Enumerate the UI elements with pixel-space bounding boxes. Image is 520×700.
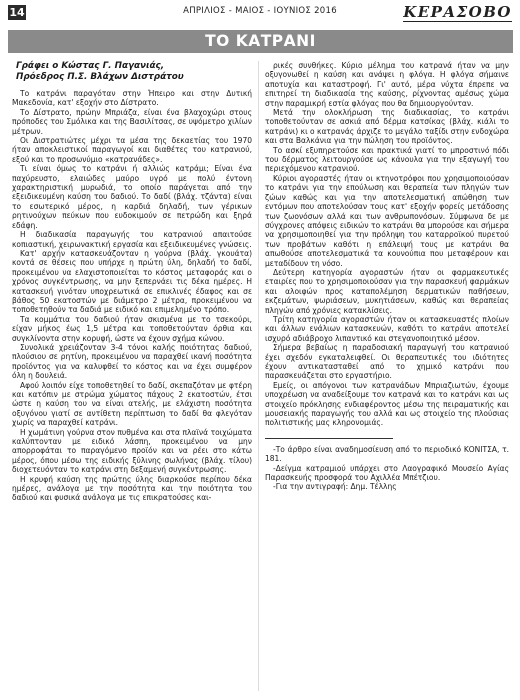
- left-paragraphs: [12, 89, 252, 503]
- column-divider: [258, 61, 259, 691]
- author-byline: [12, 61, 252, 83]
- footnotes: [265, 445, 509, 492]
- paragraph: Το ασκί εξυπηρετούσε και πρακτικά γιατί το μπροστινό πόδι του δέρματος λειτουργούσε ως κάνουλα για την εξαγωγή του περιεχόμενου κατρανιού.: [265, 145, 509, 174]
- paragraph: Μετά την ολοκλήρωση της διαδικασίας, το κατράνι τοποθετούνταν σε ασκιά από δέρμα κατσίκας (βλάχ. κιάλι το κατράνι) κι ο κατρανάς άρχιζε το μεγάλο ταξίδι στην ενδοχώρα και στα Βαλκάνια για την πώληση του προϊόντος.: [265, 108, 509, 146]
- paragraph: Κύριοι αγοραστές ήταν οι κτηνοτρόφοι που χρησιμοποιούσαν το κατράνι για την επούλωση και θεραπεία των πληγών των ζώων καθώς και για την αποτελεσματική απώθηση των εντόμων που αποτελούσαν τους κατ' εξοχήν φορείς μετάδοσης των ζωονόσων αλλά και των ανθρωπονόσων. Σύμφωνα δε με σύγχρονες απόψεις ειδικών το κατράνι θα μπορούσε και σήμερα να χρησιμοποιηθεί για την πρόληψη του καταρροϊκού πυρετού των προβάτων καθότι η επάλειψή τους με κατράνι θα απωθούσε αποτελεσματικά τα κουνούπια που μεταφέρουν και μεταδίδουν τη νόσο.: [265, 173, 509, 268]
- page-number: 14: [9, 6, 25, 19]
- author-role: Πρόεδρος Π.Σ. Βλάχων Διστράτου: [16, 72, 184, 82]
- paragraph: Οι Διστρατιώτες μέχρι τα μέσα της δεκαετίας του 1970 ήταν αποκλειστικοί παραγωγοί και διαθέτες του κατρανιού, εξού και το προσωνύμιο «κατρανάδες».: [12, 136, 252, 164]
- author-name: Γράφει ο Κώστας Γ. Παγανιάς,: [16, 61, 165, 71]
- paragraph: Τι είναι όμως το κατράνι ή αλλιώς κατράμι; Είναι ένα παχύρευστο, ελαιώδες μαύρο υγρό με πολύ έντονη χαρακτηριστική μυρωδιά, το οποίο παράγεται από την εξειδικευμένη καύση του δαδιού. Το δαδί (βλάχ. τζάντα) είναι το εσωτερικό μέρος, η καρδιά δηλαδή, των γέρικων ρητινούχων πεύκων που ευδοκιμούν σε πετρώδη και ξηρά εδάφη.: [12, 164, 252, 230]
- paragraph: Εμείς, οι απόγονοι των κατρανάδων Μπριαζιωτών, έχουμε υποχρέωση να αναδείξουμε τον κατρανά και το κατράνι και ως στοιχείο πρόκλησης ενδιαφέροντος μέσω της πειραματικής και μουσειακής παραγωγής του αλλά και ως στοιχείο της πλούσιας πολιτιστικής μας κληρονομιάς.: [265, 380, 509, 428]
- footnote: -Δείγμα κατραμιού υπάρχει στο Λαογραφικό Μουσείο Αγίας Παρασκευής προσφορά του Αχιλλέα Μπέτζιου.: [265, 463, 509, 483]
- paragraph: Η διαδικασία παραγωγής του κατρανιού απαιτούσε κοπιαστική, χειρωνακτική εργασία και εξειδικευμένες γνώσεις.: [12, 230, 252, 249]
- footnote: -Το άρθρο είναι αναδημοσίευση από το περιοδικό ΚΟΝΙΤΣΑ, τ. 181.: [265, 444, 509, 464]
- article-title: ΤΟ ΚΑΤΡΑΝΙ: [8, 30, 513, 53]
- paragraph: Δεύτερη κατηγορία αγοραστών ήταν οι φαρμακευτικές εταιρίες που το χρησιμοποιούσαν για την παρασκευή φαρμάκων και αλοιφών προς καταπολέμηση δερματικών παθήσεων, εκζεμάτων, ψωριάσεων, μυκητιάσεων, καθώς και θεραπείας πληγών από χρόνιες κατακλίσεις.: [265, 267, 509, 315]
- paragraph: Το Δίστρατο, πρώην Μπριάζα, είναι ένα βλαχοχώρι στους πρόποδες του Σμόλικα και της Βασιλίτσας, σε υψόμετρο χιλίων μέτρων.: [12, 107, 252, 136]
- paragraph: Αφού λοιπόν είχε τοποθετηθεί το δαδί, σκεπαζόταν με φτέρη και κατόπιν με στρώμα χώματος πάχους 2 εκατοστών, έτσι ώστε η καύση του να είναι ατελής, με ελάχιστη ποσότητα οξυγόνου γιατί σε αντίθετη περίπτωση το δαδί θα φλεγόταν χωρίς να παραχθεί κατράνι.: [12, 380, 252, 428]
- publication-logo: ΚΕΡΑΣΟΒΟ: [403, 3, 512, 21]
- paragraph: ρικές συνθήκες. Κύριο μέλημα του κατρανά ήταν να μην οξυγονωθεί η καύση και ανάψει η φλόγα. Η φλόγα σήμαινε αποτυχία και καταστροφή. Γι' αυτό, μέρα νύχτα έπρεπε να επιτηρεί τη διαδικασία της καύσης, ρίχνοντας αμέσως χώμα στην παραμικρή εστία φλόγας που θα δημιουργούνταν.: [265, 61, 509, 108]
- paragraph: Συνολικά χρειάζονταν 3-4 τόνοι καλής ποιότητας δαδιού, πλούσιου σε ρητίνη, προκειμένου να παραχθεί ικανή ποσότητα προϊόντος για να καλυφθεί το κόστος και να έχει συμφέρον όλη η δουλειά.: [12, 342, 252, 381]
- paragraph: Κατ' αρχήν κατασκευάζονταν η γούρνα (βλάχ. γκουάτα) κοντά σε θέσεις που υπήρχε η πρώτη ύλη, δηλαδή το δαδί, προκειμένου να ελαχιστοποιείται το κόστος μεταφοράς και ο χρόνος συγκέντρωσης, να μην ξεπερνάει τις δέκα ημέρες. Η κατασκευή γινόταν υποχρεωτικά σε επικλινές έδαφος και σε βάθος 50 εκατοστών με διάμετρο 2 μέτρα, προκειμένου να τοποθετηθούν τα δαδιά με ειδικό και επιμελημένο τρόπο.: [12, 248, 252, 315]
- paragraph: Τρίτη κατηγορία αγοραστών ήταν οι κατασκευαστές πλοίων και άλλων ενάλιων κατασκευών, καθότι το κατράνι αποτελεί ισχυρό αδιάβροχο λιπαντικό και στεγανοποιητικό μέσον.: [265, 314, 509, 343]
- left-column: [12, 61, 252, 503]
- paragraph: Τα κομμάτια του δαδιού ήταν σκισμένα με το τσεκούρι, είχαν μήκος έως 1,5 μέτρα και τοποθετούνταν όρθια και συγκλίνοντα στην κορυφή, ώστε να έχουν σχήμα κώνου.: [12, 314, 252, 343]
- issue-date: ΑΠΡΙΛΙΟΣ - ΜΑΙΟΣ - ΙΟΥΝΙΟΣ 2016: [183, 6, 337, 16]
- footnote: -Για την αντιγραφή: Δημ. Τέλλης: [273, 482, 397, 492]
- paragraph: Σήμερα βεβαίως η παραδοσιακή παραγωγή του κατρανιού έχει σχεδόν εγκαταλειφθεί. Οι θεραπευτικές του ιδιότητες έχουν αντικατασταθεί από το χημικό κατράνι που παρασκευάζεται στο εργαστήριο.: [265, 343, 509, 381]
- paragraph: Το κατράνι παραγόταν στην Ήπειρο και στην Δυτική Μακεδονία, κατ' εξοχήν στο Δίστρατο.: [12, 89, 252, 108]
- right-paragraphs: [265, 61, 509, 428]
- right-column: [265, 61, 509, 492]
- paragraph: Η χωμάτινη γούρνα στον πυθμένα και στα πλαϊνά τοιχώματα καλύπτονταν με ειδικό λάσπη, προκειμένου να μην απορροφάται το παραγόμενο προϊόν και να ρέει στο κάτω μέρος, όπου μέσω της ειδικής ξύλινης σωλήνας (βλάχ. τίλου) διοχετευόνταν το κατράνι στη δεξαμενή συγκέντρωσης.: [12, 427, 252, 475]
- footnote-separator: [265, 438, 393, 439]
- paragraph: Η κρυφή καύση της πρώτης ύλης διαρκούσε περίπου δέκα ημέρες, ανάλογα με την ποσότητα και την ποιότητα του δαδιού και φυσικά ανάλογα με τις επικρατούσες και-: [12, 474, 252, 503]
